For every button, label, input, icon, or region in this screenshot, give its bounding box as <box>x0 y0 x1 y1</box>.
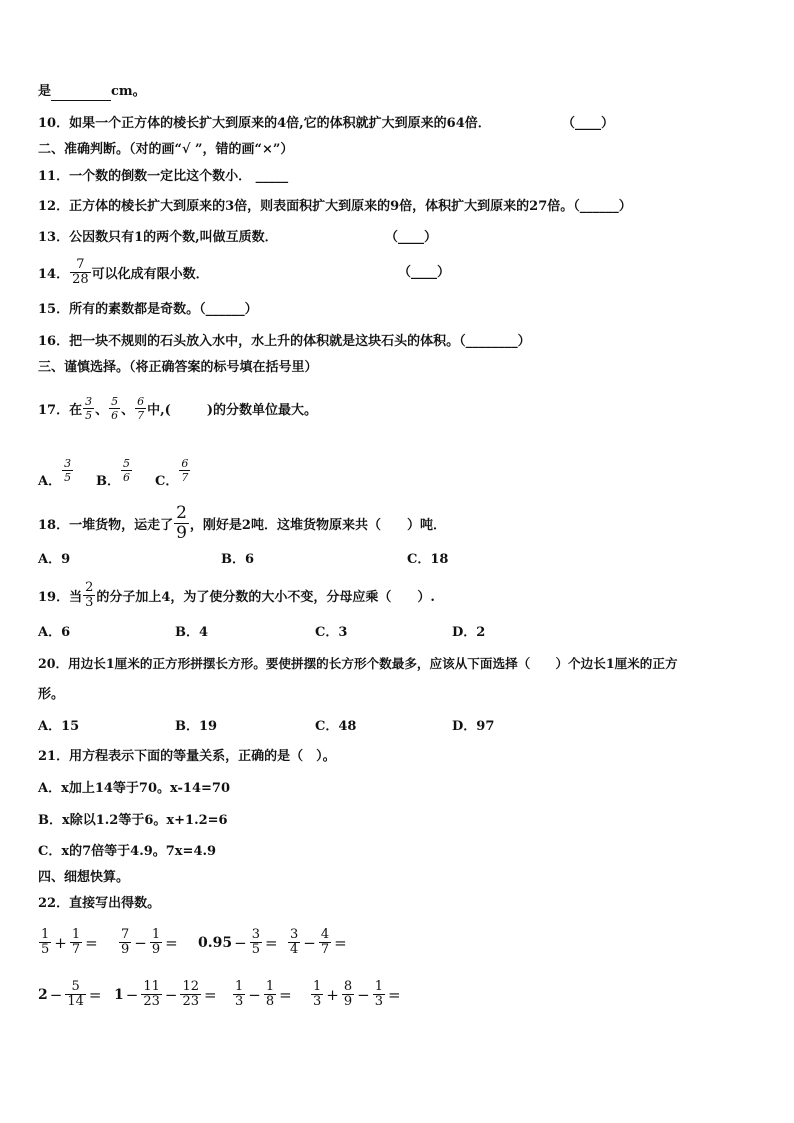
question-18-option-c[interactable]: C．18 <box>407 552 449 567</box>
question-10-text: 10．如果一个正方体的棱长扩大到原来的4倍,它的体积就扩大到原来的64倍． <box>38 116 491 131</box>
separator: 、 <box>121 402 135 418</box>
operator: − <box>49 985 63 1004</box>
option-label: B． <box>96 474 120 489</box>
question-13 <box>38 230 278 246</box>
calc-2-1[interactable] <box>38 980 103 1009</box>
equals: = <box>279 985 292 1004</box>
fraction <box>264 980 276 1009</box>
fraction-numerator: 1 <box>313 979 322 994</box>
separator: 、 <box>95 402 109 418</box>
option-label: A． <box>38 474 62 489</box>
equals: = <box>204 985 217 1004</box>
fraction <box>311 980 323 1009</box>
fraction <box>65 980 86 1009</box>
question-12 <box>38 199 632 215</box>
question-16 <box>38 334 531 350</box>
fraction <box>70 928 82 957</box>
fraction-numerator: 1 <box>41 927 50 942</box>
fraction <box>39 928 51 957</box>
top-line-suffix: cm。 <box>111 84 146 99</box>
question-12-answer[interactable]: （______） <box>573 199 632 214</box>
fraction-numerator: 4 <box>320 927 330 942</box>
question-20-line-2: 形。 <box>38 687 65 702</box>
fraction-denominator: 9 <box>176 522 187 543</box>
question-11-answer[interactable]: _____ <box>255 169 289 184</box>
operator: − <box>125 985 139 1004</box>
fraction-numerator: 1 <box>71 927 81 942</box>
fraction-denominator: 9 <box>343 994 353 1009</box>
equals: = <box>88 985 102 1004</box>
fraction <box>250 928 262 957</box>
fraction-denominator: 8 <box>265 994 275 1009</box>
question-18-option-b[interactable]: B．6 <box>221 552 255 567</box>
fraction-numerator: 7 <box>121 927 130 942</box>
question-13-text: 13．公因数只有1的两个数,叫做互质数． <box>38 230 278 245</box>
fraction-numerator: 6 <box>181 457 189 470</box>
section-4-heading: 四、细想快算。 <box>38 870 130 885</box>
operator: − <box>134 933 147 952</box>
fraction-numerator: 8 <box>343 979 353 994</box>
fraction-numerator: 3 <box>290 927 299 942</box>
fraction <box>180 980 201 1009</box>
operator: − <box>248 985 261 1004</box>
question-18 <box>38 502 446 544</box>
fraction <box>319 928 331 957</box>
operator: − <box>357 985 370 1004</box>
question-21-option-b[interactable]: B．x除以1.2等于6。x+1.2=6 <box>38 813 228 828</box>
calc-1-4[interactable] <box>287 928 349 957</box>
top-line <box>38 84 146 101</box>
fraction-denominator: 3 <box>313 994 322 1009</box>
equals: = <box>85 933 98 952</box>
operator: − <box>164 985 178 1004</box>
fraction-numerator: 5 <box>71 979 80 994</box>
question-18-prefix: 18．一堆货物，运走了 <box>38 517 174 533</box>
fraction-denominator: 3 <box>374 994 383 1009</box>
question-22: 22．直接写出得数。 <box>38 896 161 911</box>
question-17 <box>38 388 317 428</box>
fraction <box>150 928 162 957</box>
question-13-answer[interactable]: （____） <box>385 230 438 245</box>
operator: + <box>54 933 67 952</box>
fraction-6-7 <box>135 395 146 422</box>
equals: = <box>264 933 278 952</box>
question-20-option-a[interactable]: A．15 <box>38 719 80 734</box>
fraction-denominator: 7 <box>320 942 330 957</box>
fraction-denominator: 5 <box>251 942 260 957</box>
question-10-answer[interactable]: （____） <box>562 116 615 131</box>
question-19-option-d[interactable]: D．2 <box>452 625 486 640</box>
fraction <box>233 980 245 1009</box>
whole-number: 2 <box>38 986 48 1003</box>
fraction-numerator: 6 <box>137 394 145 408</box>
fraction-denominator: 7 <box>71 942 81 957</box>
top-line-prefix: 是 <box>38 84 52 99</box>
question-15-text: 15．所有的素数都是奇数。 <box>38 302 200 317</box>
fraction <box>342 980 354 1009</box>
option-b-fraction <box>121 457 132 484</box>
calc-1-3[interactable] <box>198 928 280 957</box>
fraction-denominator: 3 <box>85 594 94 610</box>
question-16-text: 16．把一块不规则的石头放入水中，水上升的体积就是这块石头的体积。 <box>38 334 460 349</box>
fraction-2-9 <box>174 504 189 543</box>
fraction-numerator: 1 <box>151 927 161 942</box>
fraction-denominator: 3 <box>235 994 244 1009</box>
question-18-option-a[interactable]: A．9 <box>38 552 71 567</box>
fraction-denominator: 28 <box>72 271 89 287</box>
question-19-suffix: 的分子加上4，为了使分数的大小不变，分母应乘（ ）. <box>96 589 435 605</box>
fraction <box>373 980 385 1009</box>
fraction <box>141 980 162 1009</box>
question-14-answer[interactable]: （____） <box>398 265 451 280</box>
fraction-numerator: 1 <box>235 979 244 994</box>
calc-2-4[interactable] <box>310 980 403 1009</box>
fraction-denominator: 4 <box>290 942 299 957</box>
equals: = <box>334 933 347 952</box>
section-2-heading: 二、准确判断。（对的画“√ ”，错的画“×”） <box>38 142 294 157</box>
fraction-numerator: 1 <box>374 979 383 994</box>
question-14-number: 14． <box>38 266 70 282</box>
question-20-option-b[interactable]: B．19 <box>175 719 218 734</box>
fraction-numerator: 3 <box>85 394 93 408</box>
fraction-numerator: 11 <box>143 979 160 994</box>
fraction <box>288 928 300 957</box>
whole-number: 1 <box>114 986 124 1003</box>
fraction-denominator: 6 <box>111 408 119 422</box>
fraction-denominator: 23 <box>143 994 160 1009</box>
fraction-numerator: 7 <box>76 256 85 272</box>
option-label: C． <box>155 474 179 489</box>
fraction-numerator: 1 <box>265 979 275 994</box>
option-c-fraction <box>179 457 190 484</box>
calc-1-2[interactable] <box>118 928 180 957</box>
section-3-heading: 三、谨慎选择。（将正确答案的标号填在括号里） <box>38 360 318 375</box>
fraction-numerator: 2 <box>176 502 187 523</box>
question-20-option-d[interactable]: D．97 <box>452 719 495 734</box>
fraction-numerator: 3 <box>251 927 260 942</box>
fraction-3-5 <box>83 395 94 422</box>
fraction-5-6 <box>109 395 120 422</box>
question-17-prefix: 17．在 <box>38 402 83 418</box>
question-20-line-1: 20．用边长1厘米的正方形拼摆长方形。要使拼摆的长方形个数最多，应该从下面选择（ ）个边长1厘米的正方 <box>38 656 678 671</box>
fraction-denominator: 7 <box>181 471 189 484</box>
fraction-denominator: 9 <box>121 942 130 957</box>
equals: = <box>388 985 401 1004</box>
fraction-denominator: 7 <box>137 408 145 422</box>
option-a-fraction <box>62 457 73 484</box>
fraction-numerator: 5 <box>123 457 130 470</box>
question-20-option-c[interactable]: C．48 <box>315 719 357 734</box>
fraction-denominator: 5 <box>85 408 93 422</box>
question-14 <box>38 256 209 288</box>
question-19-prefix: 19．当 <box>38 589 83 605</box>
fraction-numerator: 5 <box>111 394 119 408</box>
question-17-option-a[interactable] <box>38 452 74 489</box>
question-14-text: 可以化成有限小数． <box>91 266 209 282</box>
fraction-denominator: 5 <box>41 942 50 957</box>
question-21-option-c[interactable]: C．x的7倍等于4.9。7x=4.9 <box>38 844 217 859</box>
calc-2-2[interactable] <box>114 980 219 1009</box>
question-18-suffix: ，刚好是2吨．这堆货物原来共（ ）吨． <box>189 517 446 533</box>
question-15 <box>38 302 258 318</box>
question-12-text: 12．正方体的棱长扩大到原来的3倍，则表面积扩大到原来的9倍，体积扩大到原来的27倍。 <box>38 199 574 214</box>
fraction <box>119 928 131 957</box>
question-15-answer[interactable]: （______） <box>199 302 258 317</box>
fraction-denominator: 5 <box>64 471 72 484</box>
fraction-denominator: 9 <box>151 942 161 957</box>
operator: − <box>234 933 247 952</box>
equals: = <box>165 933 178 952</box>
question-17-suffix: )的分数单位最大。 <box>206 402 317 418</box>
question-21: 21．用方程表示下面的等量关系，正确的是（ ）。 <box>38 749 336 764</box>
question-17-middle: 中,( <box>147 402 171 418</box>
fraction-numerator: 2 <box>85 579 94 595</box>
calc-1-1[interactable] <box>38 928 100 957</box>
whole-number: 0.95 <box>198 934 233 951</box>
question-11-text: 11．一个数的倒数一定比这个数小． <box>38 169 252 184</box>
fraction-2-3 <box>83 581 95 610</box>
operator: + <box>326 985 339 1004</box>
fraction-denominator: 6 <box>123 471 130 484</box>
question-17-option-c[interactable] <box>155 452 191 489</box>
answer-blank[interactable] <box>51 84 111 101</box>
question-16-answer[interactable]: （________） <box>459 334 531 349</box>
operator: − <box>303 933 316 952</box>
question-21-option-a[interactable]: A．x加上14等于70。x-14=70 <box>38 781 231 796</box>
question-19-option-b[interactable]: B．4 <box>175 625 209 640</box>
question-10 <box>38 116 491 132</box>
fraction-denominator: 23 <box>182 994 199 1009</box>
question-19-option-a[interactable]: A．6 <box>38 625 71 640</box>
fraction-denominator: 14 <box>67 994 84 1009</box>
calc-2-3[interactable] <box>232 980 294 1009</box>
fraction-7-28 <box>70 258 91 287</box>
question-17-option-b[interactable] <box>96 452 133 489</box>
question-11 <box>38 169 288 185</box>
fraction-numerator: 3 <box>64 457 72 470</box>
question-19 <box>38 576 435 614</box>
question-19-option-c[interactable]: C．3 <box>315 625 348 640</box>
fraction-numerator: 12 <box>182 979 199 994</box>
